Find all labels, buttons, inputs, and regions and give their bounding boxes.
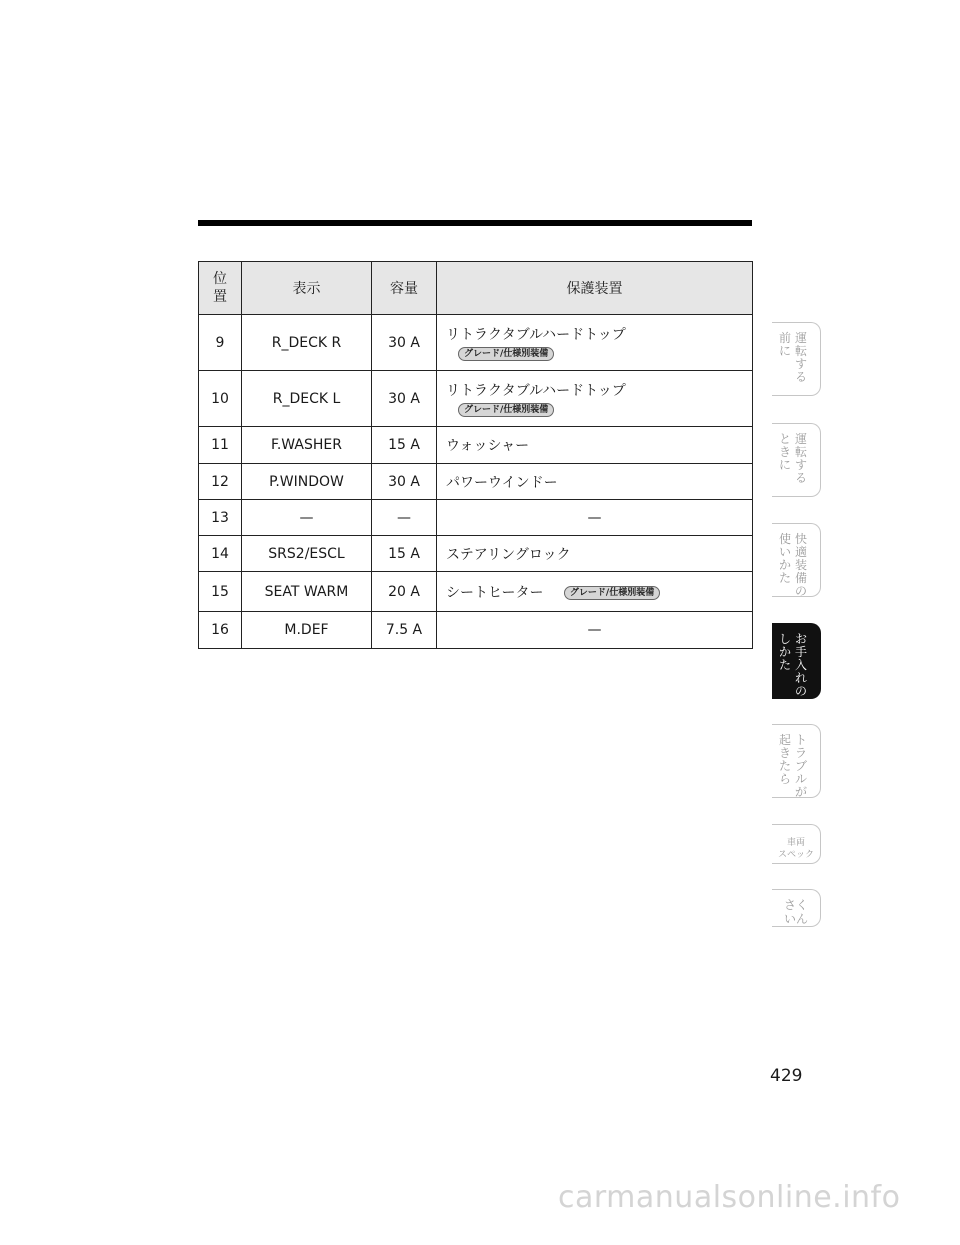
page-number: 429 <box>770 1066 803 1086</box>
table-row <box>199 371 753 427</box>
cell-position: 13 <box>199 500 242 536</box>
table-row <box>199 427 753 464</box>
cell-position: 9 <box>199 315 242 371</box>
chapter-tab-maintenance[interactable] <box>772 623 821 699</box>
chapter-tab-before-driving[interactable] <box>772 322 821 396</box>
chapter-tab-label: 起きたら <box>778 733 791 786</box>
cell-capacity: 20 A <box>372 572 437 612</box>
chapter-tab-label: 運転する <box>794 432 807 485</box>
chapter-tab-troubleshooting[interactable] <box>772 724 821 798</box>
chapter-tab-label: 運転する <box>794 331 807 384</box>
grade-badge: グレード/仕様別装備 <box>458 403 554 417</box>
chapter-tab-label: トラブルが <box>794 733 807 799</box>
watermark: carmanualsonline.info <box>558 1180 901 1215</box>
cell-device <box>437 315 753 371</box>
header-display: 表示 <box>242 262 372 315</box>
chapter-tab-label: お手入れの <box>794 632 807 698</box>
header-capacity: 容量 <box>372 262 437 315</box>
table-row <box>199 536 753 572</box>
cell-capacity: 30 A <box>372 315 437 371</box>
chapter-tabs <box>772 0 824 1245</box>
grade-badge: グレード/仕様別装備 <box>564 586 660 600</box>
cell-display: F.WASHER <box>242 427 372 464</box>
chapter-tab-label: 前に <box>778 331 791 358</box>
chapter-tab-label: しかた <box>778 632 791 672</box>
fuse-table-header <box>199 262 753 315</box>
cell-position: 10 <box>199 371 242 427</box>
device-label: リトラクタブルハードトップ <box>446 327 626 343</box>
cell-display: P.WINDOW <box>242 464 372 500</box>
chapter-tab-label: 使いかた <box>778 532 791 585</box>
section-top-rule <box>198 220 752 226</box>
header-position: 位置 <box>199 262 242 315</box>
cell-capacity: 15 A <box>372 536 437 572</box>
cell-device: ステアリングロック <box>437 536 753 572</box>
cell-position: 14 <box>199 536 242 572</box>
cell-display: SEAT WARM <box>242 572 372 612</box>
chapter-tab-label: 快適装備の <box>794 532 807 598</box>
cell-position: 15 <box>199 572 242 612</box>
cell-display: M.DEF <box>242 612 372 649</box>
cell-position: 11 <box>199 427 242 464</box>
cell-position: 16 <box>199 612 242 649</box>
chapter-tab-label: いん <box>783 912 808 926</box>
device-label: シートヒーター <box>446 584 544 601</box>
cell-device: ウォッシャー <box>437 427 753 464</box>
table-row <box>199 612 753 649</box>
cell-device: — <box>437 500 753 536</box>
table-row <box>199 315 753 371</box>
cell-device: — <box>437 612 753 649</box>
chapter-tab-label: さく <box>783 898 808 912</box>
table-row <box>199 500 753 536</box>
cell-device <box>437 572 753 612</box>
table-row <box>199 572 753 612</box>
grade-badge: グレード/仕様別装備 <box>458 347 554 361</box>
chapter-tab-label: 車両 <box>786 838 805 848</box>
cell-display: — <box>242 500 372 536</box>
cell-capacity: — <box>372 500 437 536</box>
cell-capacity: 7.5 A <box>372 612 437 649</box>
cell-capacity: 30 A <box>372 371 437 427</box>
device-label: リトラクタブルハードトップ <box>446 383 626 399</box>
cell-device: パワーウインドー <box>437 464 753 500</box>
chapter-tab-label: スペック <box>777 850 814 860</box>
chapter-tab-comfort-features[interactable] <box>772 523 821 597</box>
chapter-tab-while-driving[interactable] <box>772 423 821 497</box>
cell-position: 12 <box>199 464 242 500</box>
chapter-tab-label: ときに <box>778 432 791 472</box>
cell-display: R_DECK R <box>242 315 372 371</box>
cell-capacity: 15 A <box>372 427 437 464</box>
cell-display: SRS2/ESCL <box>242 536 372 572</box>
chapter-tab-index[interactable] <box>772 889 821 927</box>
fuse-table <box>198 261 753 649</box>
cell-display: R_DECK L <box>242 371 372 427</box>
cell-capacity: 30 A <box>372 464 437 500</box>
cell-device <box>437 371 753 427</box>
header-device: 保護装置 <box>437 262 753 315</box>
chapter-tab-specs[interactable] <box>772 824 821 864</box>
table-row <box>199 464 753 500</box>
